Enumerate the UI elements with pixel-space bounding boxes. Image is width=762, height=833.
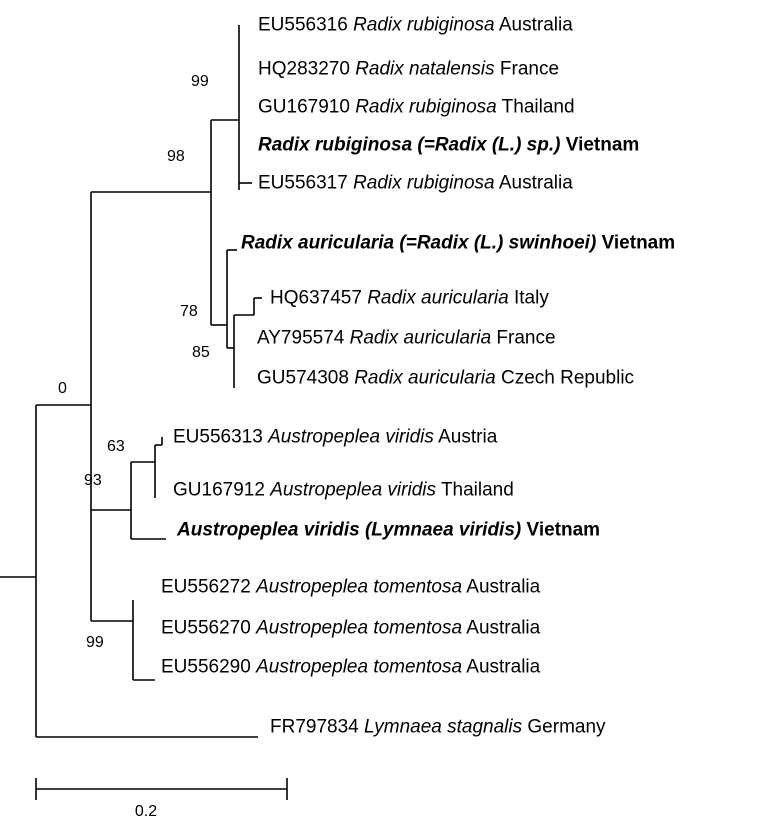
taxon-label-highlight: Radix rubiginosa (=Radix (L.) sp.) Vietnam	[258, 134, 640, 156]
taxon-label: HQ283270 Radix natalensis France	[258, 58, 560, 80]
taxon-label: EU556272 Austropeplea tomentosa Australia	[161, 576, 541, 598]
bootstrap-value: 78	[180, 303, 198, 320]
bootstrap-value: 63	[107, 438, 125, 455]
taxon-label: FR797834 Lymnaea stagnalis Germany	[270, 716, 606, 738]
taxon-label: GU167910 Radix rubiginosa Thailand	[258, 96, 575, 118]
taxon-label: GU574308 Radix auricularia Czech Republic	[257, 367, 635, 389]
bootstrap-value: 85	[192, 344, 210, 361]
bootstrap-value: 98	[167, 148, 185, 165]
taxon-label-highlight: Austropeplea viridis (Lymnaea viridis) Vietnam	[177, 519, 601, 541]
taxon-label: AY795574 Radix auricularia France	[257, 327, 556, 349]
bootstrap-value: 99	[86, 634, 104, 651]
bootstrap-value: 99	[191, 73, 209, 90]
taxon-label: EU556270 Austropeplea tomentosa Australia	[161, 617, 541, 639]
taxon-label: EU556316 Radix rubiginosa Australia	[258, 14, 573, 36]
scale-bar-label: 0.2	[134, 803, 158, 820]
taxon-label-highlight: Radix auricularia (=Radix (L.) swinhoei) Vietnam	[241, 232, 676, 254]
taxon-label: EU556317 Radix rubiginosa Australia	[258, 172, 573, 194]
taxon-label: GU167912 Austropeplea viridis Thailand	[173, 479, 514, 501]
taxon-label: EU556313 Austropeplea viridis Austria	[173, 426, 498, 448]
taxon-label: EU556290 Austropeplea tomentosa Australia	[161, 656, 541, 678]
bootstrap-value: 93	[84, 472, 102, 489]
bootstrap-value: 0	[58, 380, 67, 397]
taxon-label: HQ637457 Radix auricularia Italy	[270, 287, 549, 309]
